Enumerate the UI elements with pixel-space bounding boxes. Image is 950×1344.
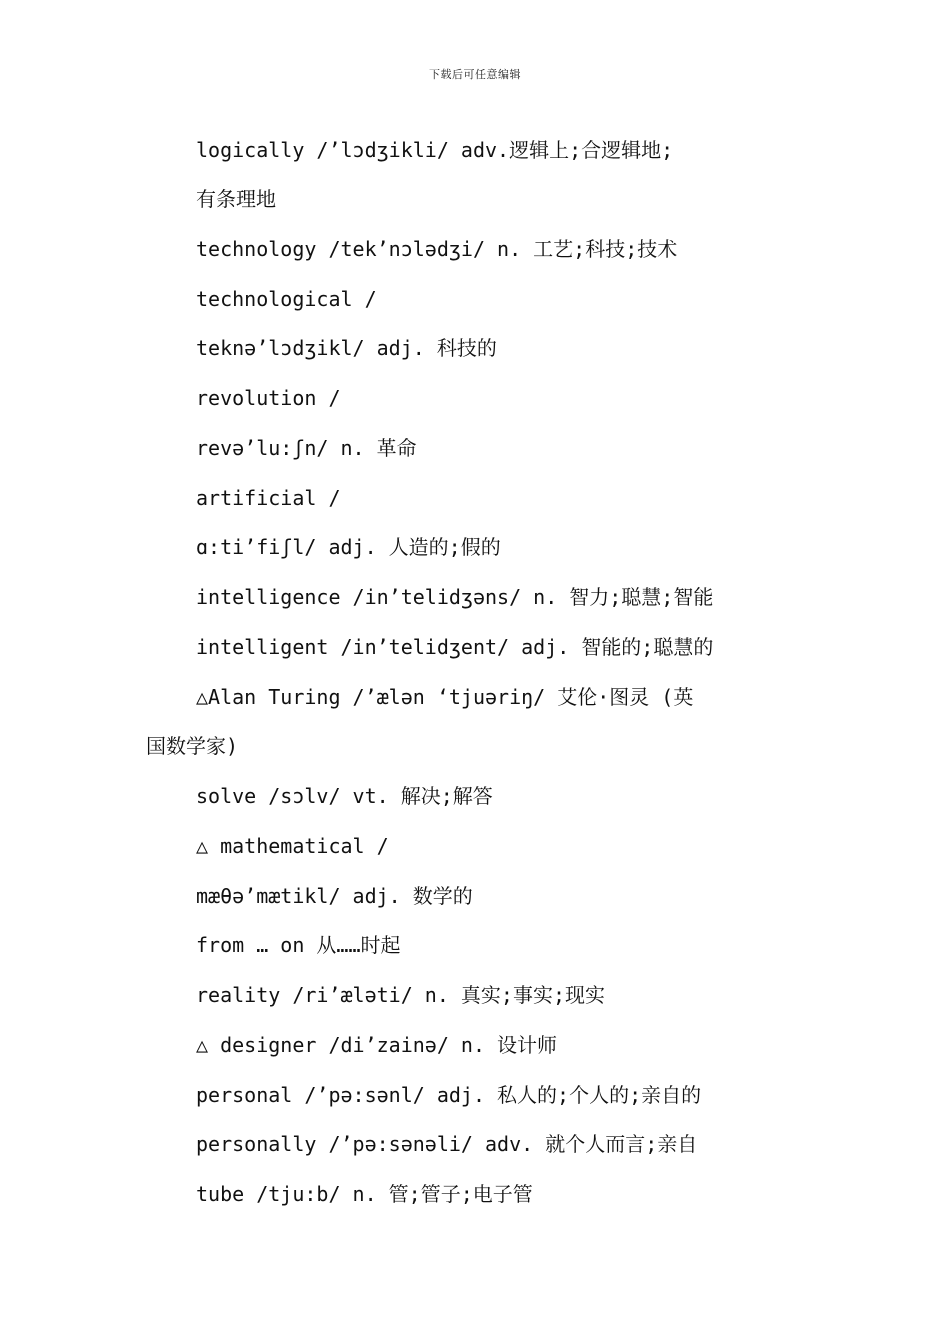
vocab-line: reality /ri’æləti/ n. 真实;事实;现实 xyxy=(196,983,605,1007)
vocab-line: revolution / xyxy=(196,386,341,410)
vocab-line: intelligence /in’telidʒəns/ n. 智力;聪慧;智能 xyxy=(196,585,714,609)
page-header: 下载后可任意编辑 xyxy=(429,68,521,81)
vocab-line: artificial / xyxy=(196,486,341,510)
vocab-line: logically /’lɔdʒikli/ adv.逻辑上;合逻辑地; xyxy=(196,138,674,162)
vocab-line: intelligent /in’telidʒent/ adj. 智能的;聪慧的 xyxy=(196,635,714,659)
vocab-line: mæθə’mætikl/ adj. 数学的 xyxy=(196,884,473,908)
vocab-line: △ mathematical / xyxy=(196,834,389,858)
vocab-line: personal /’pə:sənl/ adj. 私人的;个人的;亲自的 xyxy=(196,1083,702,1107)
vocab-line: tube /tju:b/ n. 管;管子;电子管 xyxy=(196,1182,533,1206)
vocab-line: technology /tek’nɔlədʒi/ n. 工艺;科技;技术 xyxy=(196,237,678,261)
vocab-line: 国数学家) xyxy=(146,734,239,758)
vocab-line: ɑ:ti’fiʃl/ adj. 人造的;假的 xyxy=(196,535,501,559)
vocab-line: △Alan Turing /’ælən ‘tjuəriŋ/ 艾伦·图灵 (英 xyxy=(196,685,694,709)
vocab-line: from … on 从……时起 xyxy=(196,933,401,957)
vocab-line: teknə’lɔdʒikl/ adj. 科技的 xyxy=(196,336,497,360)
vocab-line: revə’lu:ʃn/ n. 革命 xyxy=(196,436,417,460)
vocab-line: △ designer /di’zainə/ n. 设计师 xyxy=(196,1033,558,1057)
vocab-line: personally /’pə:sənəli/ adv. 就个人而言;亲自 xyxy=(196,1132,698,1156)
vocab-line: technological / xyxy=(196,287,377,311)
vocab-line: 有条理地 xyxy=(196,187,276,211)
vocab-line: solve /sɔlv/ vt. 解决;解答 xyxy=(196,784,493,808)
